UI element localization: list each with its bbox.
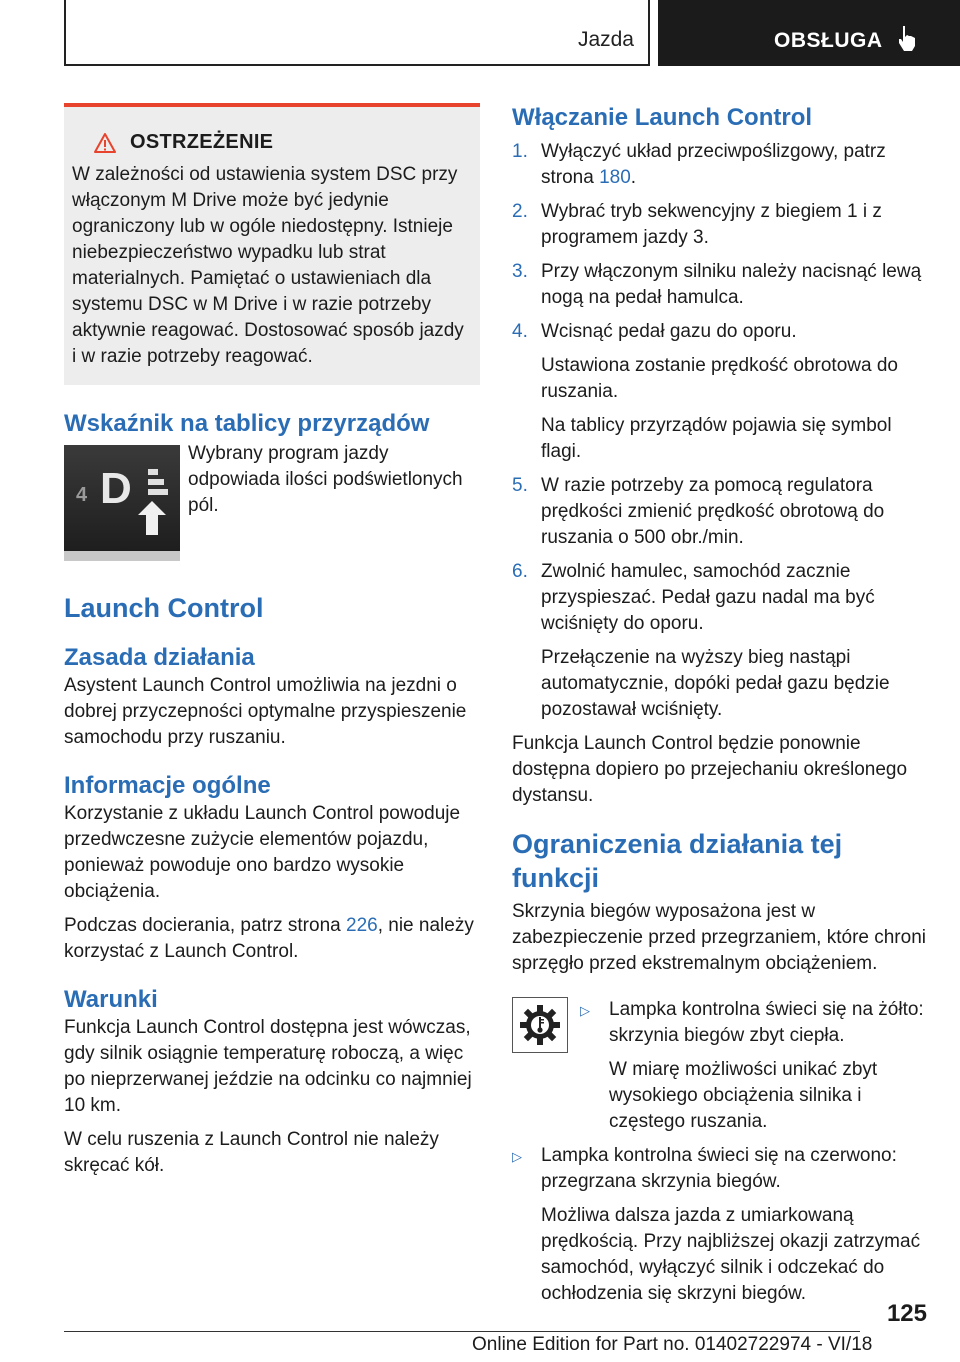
breakin-post: , nie należy korzystać z Launch Control. <box>64 915 474 962</box>
red-warning-list <box>512 1143 932 1307</box>
list-item <box>512 259 932 311</box>
pointing-hand-icon <box>896 24 918 52</box>
chapter-tab <box>658 0 960 66</box>
section-title: Jazda <box>577 28 634 51</box>
limits-heading: Ograniczenia działania tej funkcji <box>512 829 843 893</box>
activation-steps <box>512 139 932 723</box>
step-text: Wyłączyć układ przeciwpoślizgowy, patrz strona <box>541 141 886 188</box>
general-text: Korzystanie z układu Launch Control powoduje przedwczesne zużycie elementów pojazdu, ponieważ powoduje ono bardzo wysokie obciążenia. <box>64 803 461 902</box>
yellow-warning-text: Lampka kontrolna świeci się na żółto: skrzynia biegów zbyt ciepła. <box>609 999 924 1046</box>
bullet-arrow-icon: ▷ <box>580 1003 590 1018</box>
gauge-gear: 4 <box>76 484 88 506</box>
gearbox-temperature-icon <box>512 997 568 1053</box>
gauge-display-icon <box>64 445 180 551</box>
step-number: 1. <box>512 141 528 162</box>
step-text: Przy włączonym silniku należy nacisnąć lewą nogą na pedał hamulca. <box>541 261 922 308</box>
breakin-pre: Podczas docierania, patrz strona <box>64 915 346 936</box>
step-number: 5. <box>512 475 528 496</box>
breakin-text <box>64 913 480 965</box>
red-warning-text: Lampka kontrolna świeci się na czerwono: przegrzana skrzynia biegów. <box>541 1145 897 1192</box>
bullet-arrow-icon: ▷ <box>512 1149 522 1164</box>
warning-title: OSTRZEŻENIE <box>130 131 274 153</box>
launch-control-title: Launch Control <box>64 593 264 623</box>
red-warning-subtext: Możliwa dalsza jazda z umiarkowaną prędkością. Przy najbliższej okazji zatrzymać samochód, wyłączyć silnik i odczekać do ochłodzenia się skrzyni biegów. <box>541 1205 921 1304</box>
list-item <box>512 319 932 465</box>
right-column <box>512 103 932 1315</box>
step-number: 3. <box>512 261 528 282</box>
step-subtext: Przełączenie na wyższy bieg nastąpi automatycznie, dopóki pedał gazu będzie pozostawał wciśnięty. <box>541 647 890 720</box>
footer-divider <box>64 1331 860 1332</box>
step-text: Wcisnąć pedał gazu do oporu. <box>541 321 797 342</box>
principle-text: Asystent Launch Control umożliwia na jezdni o dobrej przyczepności optymalne przyspieszenie samochodu przy ruszaniu. <box>64 675 467 748</box>
list-item <box>512 199 932 251</box>
warning-heading <box>94 131 470 154</box>
indicator-row <box>64 445 480 561</box>
list-item <box>512 473 932 551</box>
step-number: 6. <box>512 561 528 582</box>
step-text-end: . <box>630 167 637 188</box>
step-text: W razie potrzeby za pomocą regulatora prędkości zmienić prędkość obrotową do ruszania o 500 obr./min. <box>541 475 885 548</box>
warning-text: W zależności od ustawienia system DSC przy włączonym M Drive może być jedynie ograniczony lub w ogóle niedostępny. Istnieje niebezpieczeństwo wypadku lub strat materialnych. Pamiętać o ustawieniach dla systemu DSC w M Drive i w razie potrzeby aktywnie reagować. Dostosować sposób jazdy i w razie potrzeby reagować. <box>72 164 464 367</box>
gearbox-warning-row <box>512 997 932 1143</box>
step-number: 4. <box>512 321 528 342</box>
page-header <box>0 0 960 66</box>
step-subtext: Na tablicy przyrządów pojawia się symbol flagi. <box>541 415 892 462</box>
indicator-text: Wybrany program jazdy odpowiada ilości podświetlonych pól. <box>188 443 463 516</box>
conditions-text-2: W celu ruszenia z Launch Control nie należy skręcać kół. <box>64 1129 439 1176</box>
gauge-mode: D <box>100 464 132 513</box>
indicator-heading: Wskaźnik na tablicy przyrządów <box>64 410 430 437</box>
list-item <box>512 1143 932 1307</box>
step-text: Wybrać tryb sekwencyjny z biegiem 1 i z programem jazdy 3. <box>541 201 882 248</box>
drive-mode-gauge-image <box>64 445 180 561</box>
list-item <box>580 997 932 1135</box>
warning-box <box>64 103 480 385</box>
conditions-heading: Warunki <box>64 986 158 1013</box>
list-item <box>512 139 932 191</box>
edition-footer: Online Edition for Part no. 01402722974 - VI/18 <box>472 1334 873 1355</box>
warning-triangle-icon <box>94 132 116 154</box>
yellow-warning-subtext: W miarę możliwości unikać zbyt wysokiego obciążenia silnika i częstego ruszania. <box>609 1059 878 1132</box>
step-text: Zwolnić hamulec, samochód zacznie przyspieszać. Pedał gazu nadal ma być wciśnięty do oporu. <box>541 561 875 634</box>
conditions-text: Funkcja Launch Control dostępna jest wówczas, gdy silnik osiągnie temperaturę roboczą, a więc po nieprzerwanej jeździe na odcinku co najmniej 10 km. <box>64 1017 472 1116</box>
step-subtext: Ustawiona zostanie prędkość obrotowa do ruszania. <box>541 355 898 402</box>
activation-after-text: Funkcja Launch Control będzie ponownie dostępna dopiero po przejechaniu określonego dystansu. <box>512 733 908 806</box>
list-item <box>512 559 932 723</box>
step-number: 2. <box>512 201 528 222</box>
page-ref-link[interactable]: 180 <box>599 167 631 188</box>
limits-text: Skrzynia biegów wyposażona jest w zabezpieczenie przed przegrzaniem, które chroni sprzęgło przed ekstremalnym obciążeniem. <box>512 901 926 974</box>
principle-heading: Zasada działania <box>64 644 255 671</box>
left-column <box>64 103 480 1179</box>
page-number: 125 <box>886 1300 927 1327</box>
activation-heading: Włączanie Launch Control <box>512 104 813 131</box>
page-ref-link[interactable]: 226 <box>346 915 378 936</box>
section-tab <box>64 0 650 66</box>
yellow-warning-list <box>580 997 932 1143</box>
general-heading: Informacje ogólne <box>64 772 271 799</box>
chapter-title: OBSŁUGA <box>774 29 883 52</box>
